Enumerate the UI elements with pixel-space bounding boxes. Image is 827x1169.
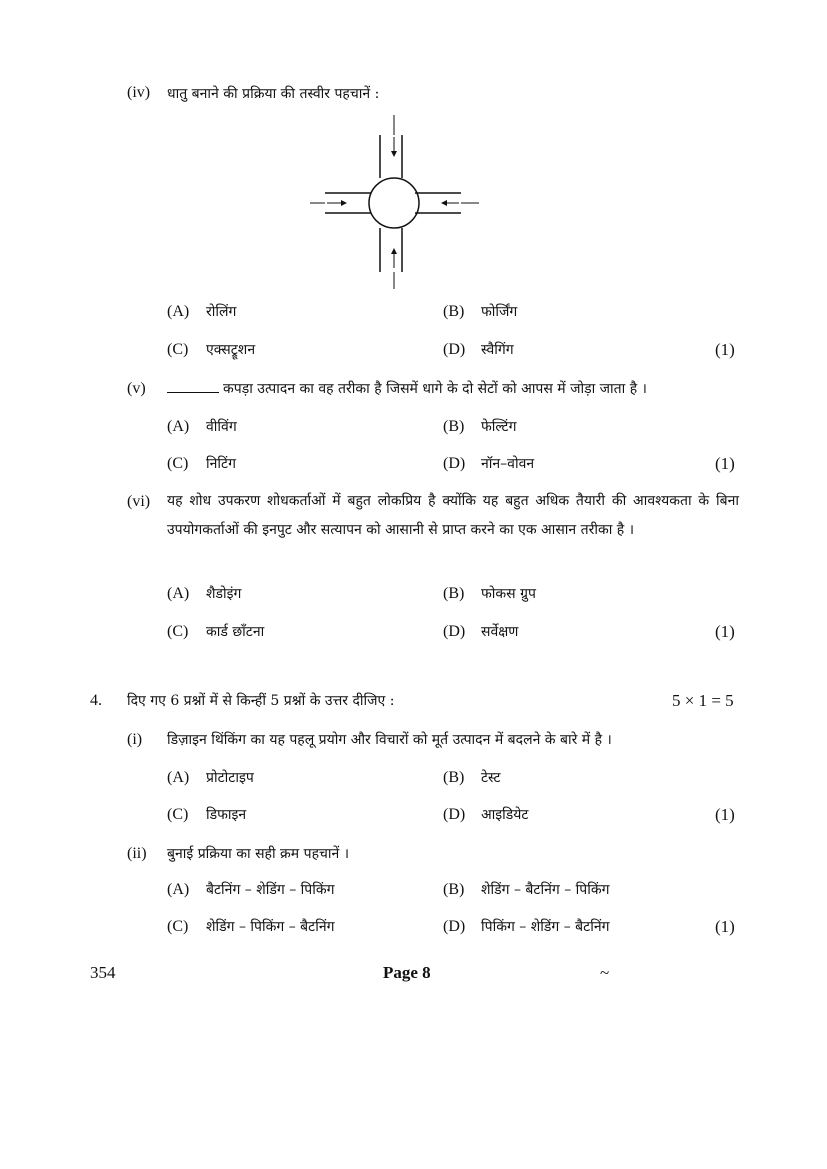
option-text: बैटनिंग – शेडिंग – पिकिंग (206, 882, 335, 898)
option-text: निटिंग (206, 456, 236, 472)
question-number: (v) (127, 380, 146, 397)
question-number: (iv) (127, 84, 151, 101)
option-text: फोर्जिंग (481, 304, 518, 320)
option-text: रोलिंग (206, 304, 237, 320)
page-number: Page 8 (383, 963, 431, 982)
option-text: फोकस ग्रुप (481, 586, 536, 602)
question-marks: (1) (715, 454, 735, 473)
option-label: (C) (167, 918, 189, 935)
option-label: (A) (167, 881, 190, 898)
question-number: (ii) (127, 845, 147, 862)
option-label: (A) (167, 585, 190, 602)
paper-code: 354 (90, 963, 116, 982)
option-text: स्वैगिंग (481, 342, 514, 358)
option-label: (A) (167, 769, 190, 786)
option-label: (B) (443, 585, 465, 602)
fill-blank (167, 380, 219, 393)
question-number: 4. (90, 692, 102, 709)
option-label: (C) (167, 455, 189, 472)
option-text: एक्सट्रूशन (206, 342, 256, 358)
option-text: आइडियेट (481, 807, 529, 823)
option-label: (B) (443, 303, 465, 320)
option-text: वीविंग (206, 419, 237, 435)
question-number: (i) (127, 731, 143, 748)
option-text: शेडिंग – बैटनिंग – पिकिंग (481, 882, 610, 898)
question-text: दिए गए 6 प्रश्नों में से किन्हीं 5 प्रश्नों के उत्तर दीजिए : (127, 693, 395, 709)
option-label: (B) (443, 769, 465, 786)
option-label: (C) (167, 341, 189, 358)
option-label: (D) (443, 918, 466, 935)
question-marks: (1) (715, 805, 735, 824)
option-text: फेल्टिंग (481, 419, 517, 435)
option-text: टेस्ट (481, 770, 501, 786)
option-label: (B) (443, 881, 465, 898)
question-text: डिज़ाइन थिंकिंग का यह पहलू प्रयोग और विचारों को मूर्त उत्पादन में बदलने के बारे में है । (167, 732, 612, 748)
question-text: कपड़ा उत्पादन का वह तरीका है जिसमें धागे के दो सेटों को आपस में जोड़ा जाता है । (223, 381, 647, 397)
option-label: (D) (443, 455, 466, 472)
option-text: शेडिंग – पिकिंग – बैटनिंग (206, 919, 335, 935)
footer-mark: ~ (600, 963, 610, 982)
question-text: यह शोध उपकरण शोधकर्ताओं में बहुत लोकप्रिय है क्योंकि यह बहुत अधिक तैयारी की आवश्यकता के बिना उपयोगकर्ताओं की इनपुट और सत्यापन को आसानी से प्राप्त करने का एक आसान तरीका है । (167, 493, 739, 538)
option-label: (D) (443, 806, 466, 823)
option-text: पिकिंग – शेडिंग – बैटनिंग (481, 919, 610, 935)
option-text: शैडोइंग (206, 586, 242, 602)
question-marks: 5 × 1 = 5 (672, 691, 734, 710)
option-label: (D) (443, 623, 466, 640)
question-marks: (1) (715, 622, 735, 641)
option-text: कार्ड छाँटना (206, 624, 265, 640)
option-text: डिफाइन (206, 807, 247, 823)
option-text: नॉन–वोवन (481, 456, 535, 472)
question-number: (vi) (127, 493, 151, 510)
metal-forming-swaging-diagram (305, 115, 485, 291)
option-text: सर्वेक्षण (481, 624, 519, 640)
option-text: प्रोटोटाइप (206, 770, 254, 786)
option-label: (C) (167, 806, 189, 823)
question-marks: (1) (715, 340, 735, 359)
question-marks: (1) (715, 917, 735, 936)
question-text: धातु बनाने की प्रक्रिया की तस्वीर पहचानें : (167, 86, 380, 102)
option-label: (D) (443, 341, 466, 358)
option-label: (C) (167, 623, 189, 640)
question-text: बुनाई प्रक्रिया का सही क्रम पहचानें । (167, 846, 350, 862)
question-line (167, 375, 647, 403)
option-label: (A) (167, 303, 190, 320)
option-label: (B) (443, 418, 465, 435)
option-label: (A) (167, 418, 190, 435)
